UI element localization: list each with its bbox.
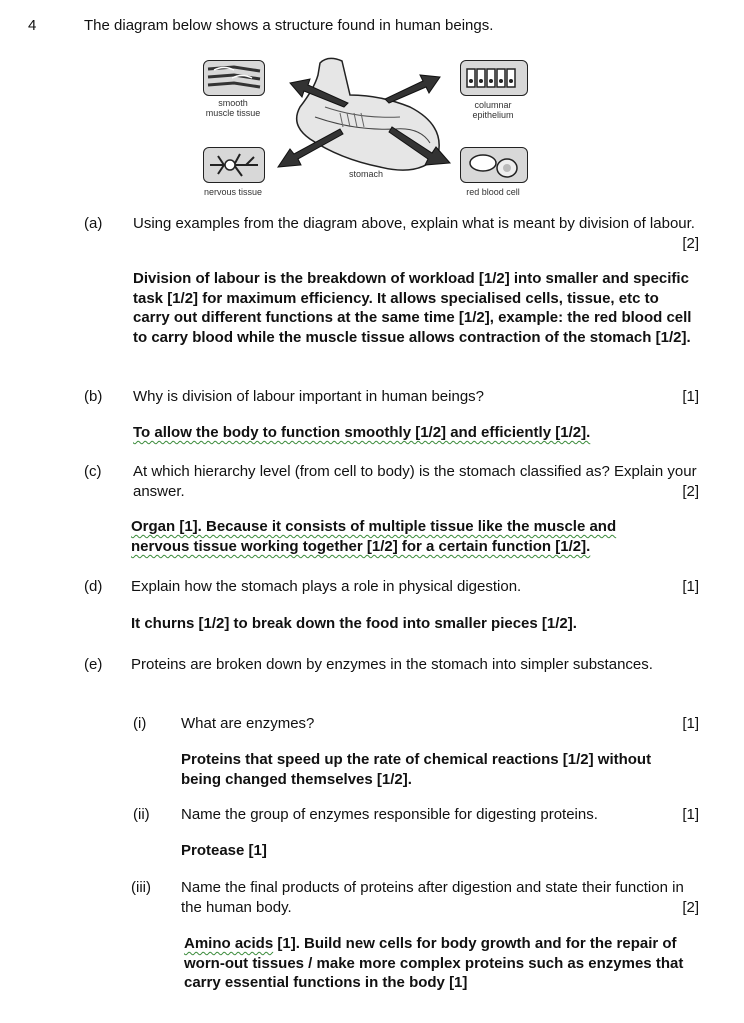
part-c-answer-line2: nervous tissue working together [1/2] for a certain function [1/2].: [131, 538, 591, 555]
part-e-iii-answer-lead: Amino acids: [184, 935, 274, 952]
part-e-i-question: What are enzymes?: [181, 715, 315, 732]
part-e-i-answer: Proteins that speed up the rate of chemical reactions [1/2] without being changed themselves [1/2].: [181, 751, 652, 788]
part-d-answer: It churns [1/2] to break down the food into smaller pieces [1/2].: [131, 615, 577, 632]
part-c-answer-line1: Organ [1]. Because it consists of multiple tissue like the muscle and: [131, 518, 617, 535]
part-b-answer: To allow the body to function smoothly [1/2] and efficiently [1/2].: [133, 424, 591, 441]
smooth-muscle-label: smooth muscle tissue: [205, 98, 261, 118]
question-number: 4: [28, 17, 37, 34]
part-c-label: (c): [84, 463, 102, 480]
part-b-question: Why is division of labour important in human beings?: [133, 388, 485, 405]
part-a-label: (a): [84, 215, 103, 232]
stomach-label: stomach: [348, 169, 384, 179]
question-intro: The diagram below shows a structure found in human beings.: [84, 17, 494, 34]
part-e-ii-question: Name the group of enzymes responsible for digesting proteins.: [181, 806, 598, 823]
stomach-illustration: [270, 55, 460, 185]
part-a-marks: [2]: [682, 235, 699, 252]
part-e-iii-label: (iii): [131, 879, 151, 896]
stomach-diagram: [195, 55, 535, 210]
part-e-question: Proteins are broken down by enzymes in the stomach into simpler substances.: [131, 656, 653, 673]
red-blood-cell-image: [460, 147, 528, 183]
part-e-iii-marks: [2]: [682, 899, 699, 916]
part-a-question: Using examples from the diagram above, explain what is meant by division of labour.: [133, 215, 695, 232]
part-e-i-label: (i): [133, 715, 147, 732]
part-b-label: (b): [84, 388, 103, 405]
part-d-label: (d): [84, 578, 103, 595]
part-e-ii-label: (ii): [133, 806, 150, 823]
part-e-label: (e): [84, 656, 103, 673]
part-d-question: Explain how the stomach plays a role in physical digestion.: [131, 578, 522, 595]
part-c-marks: [2]: [682, 483, 699, 500]
columnar-epithelium-label: columnar epithelium: [472, 100, 514, 120]
part-e-ii-answer: Protease [1]: [181, 842, 267, 859]
part-e-ii-marks: [1]: [682, 806, 699, 823]
part-e-iii-answer: [184, 934, 699, 993]
part-e-iii-question: Name the final products of proteins after digestion and state their function in the human body.: [181, 879, 684, 916]
part-b-marks: [1]: [682, 388, 699, 405]
part-a-answer: Division of labour is the breakdown of workload [1/2] into smaller and specific task [1/2] for maximum efficiency. It allows specialised cells, tissue, etc to carry out different functions at the same time [1/2], example: the red blood cell to carry blood while the muscle tissue allows contraction of the stomach [1/2].: [133, 270, 692, 346]
part-e-iii-answer-rest: [1]. Build new cells for body growth and for the repair of worn-out tissues / make more complex proteins such as enzymes that carry essential functions in the body [1]: [184, 935, 684, 991]
smooth-muscle-image: [203, 60, 265, 96]
columnar-epithelium-image: [460, 60, 528, 96]
red-blood-cell-label: red blood cell: [466, 187, 520, 197]
part-d-marks: [1]: [682, 578, 699, 595]
nervous-tissue-label: nervous tissue: [203, 187, 263, 197]
nervous-tissue-image: [203, 147, 265, 183]
part-c-question: At which hierarchy level (from cell to body) is the stomach classified as? Explain your answer.: [133, 463, 697, 500]
part-e-i-marks: [1]: [682, 715, 699, 732]
